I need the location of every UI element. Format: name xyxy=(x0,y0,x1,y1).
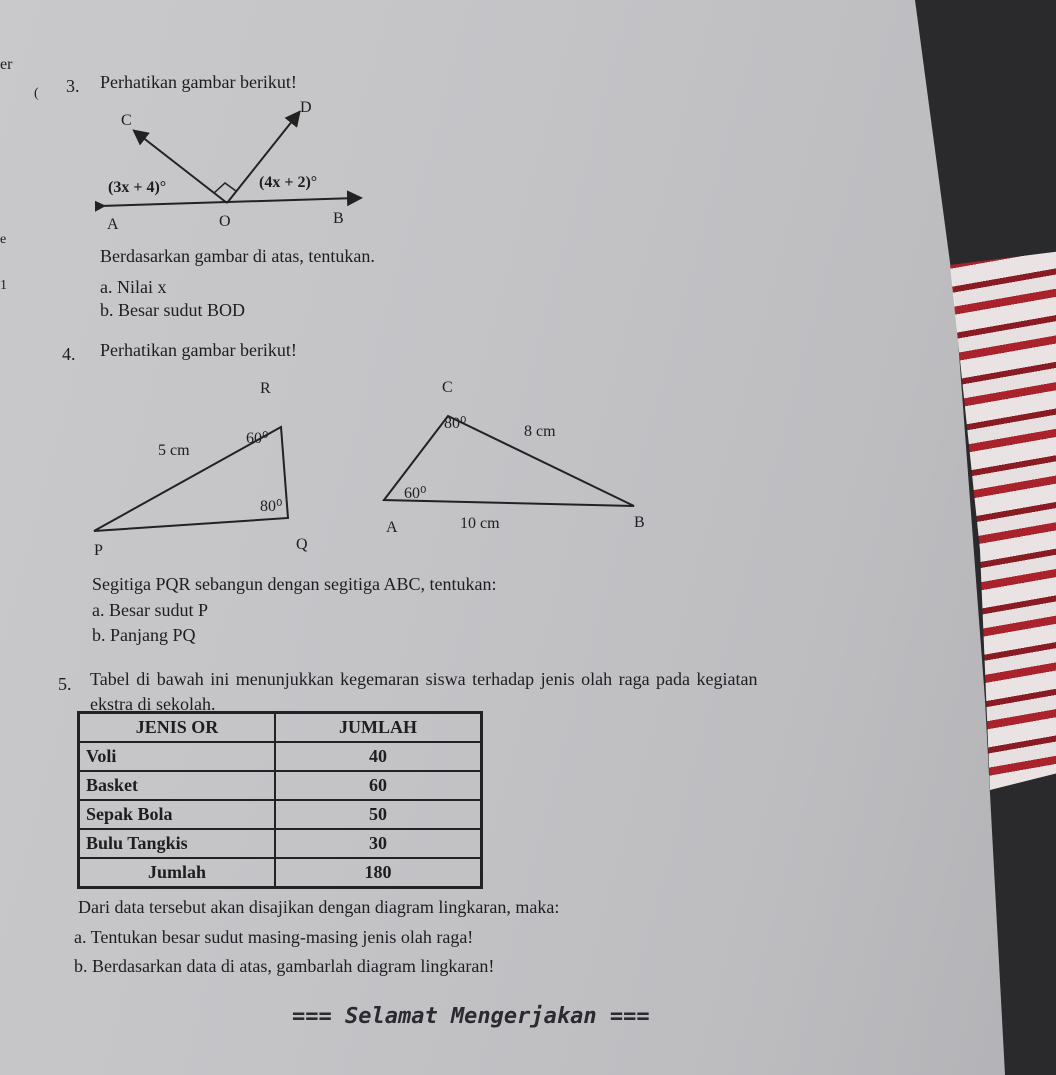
q3-item-b: b. Besar sudut BOD xyxy=(100,300,245,320)
margin-fragment: 1 xyxy=(0,278,7,293)
q4-item-a: a. Besar sudut P xyxy=(92,600,208,620)
header-jumlah: JUMLAH xyxy=(275,713,482,743)
q5-statement: Dari data tersebut akan disajikan dengan diagram lingkaran, maka: xyxy=(78,897,560,917)
q5-item-b: b. Berdasarkan data di atas, gambarlah diagram lingkaran! xyxy=(74,956,495,976)
q5-prompt-line1: Tabel di bawah ini menunjukkan kegemaran siswa terhadap jenis olah raga pada kegiatan xyxy=(90,669,758,689)
angle-q-label: 80⁰ xyxy=(260,498,283,515)
angle-c-label: 80⁰ xyxy=(444,415,467,432)
margin-fragment: e xyxy=(0,232,7,247)
total-label: Jumlah xyxy=(79,858,276,888)
cell-jumlah: 30 xyxy=(275,829,482,858)
label-b2: B xyxy=(634,514,645,531)
side-pr-label: 5 cm xyxy=(158,442,190,459)
q3-number: 3. xyxy=(66,76,80,96)
cell-jenis: Sepak Bola xyxy=(79,800,276,829)
label-b: B xyxy=(333,210,344,227)
margin-fragment: er xyxy=(0,56,13,73)
total-value: 180 xyxy=(275,858,482,888)
q4-number: 4. xyxy=(62,344,76,364)
label-p: P xyxy=(94,542,103,559)
q3-instruction: Berdasarkan gambar di atas, tentukan. xyxy=(100,246,375,266)
triangle-pqr xyxy=(90,375,320,560)
angle-a-label: 60⁰ xyxy=(404,485,427,502)
cell-jumlah: 50 xyxy=(275,800,482,829)
cell-jenis: Voli xyxy=(79,742,276,771)
q5-prompt-line2: ekstra di sekolah. xyxy=(90,694,216,714)
header-jenis: JENIS OR xyxy=(79,713,276,743)
cell-jenis: Basket xyxy=(79,771,276,800)
table-row xyxy=(79,800,482,829)
table-header-row xyxy=(79,713,482,743)
angle-bod-label: (4x + 2)° xyxy=(259,174,318,191)
triangle-abc xyxy=(380,372,660,537)
table-total-row xyxy=(79,858,482,888)
side-ab-label: 10 cm xyxy=(460,515,500,532)
side-cb-label: 8 cm xyxy=(524,423,556,440)
margin-fragment: ( xyxy=(34,86,39,101)
q3-prompt: Perhatikan gambar berikut! xyxy=(100,72,297,92)
cell-jumlah: 60 xyxy=(275,771,482,800)
q5-item-a: a. Tentukan besar sudut masing-masing jenis olah raga! xyxy=(74,927,474,947)
table-row xyxy=(79,742,482,771)
label-c2: C xyxy=(442,379,453,396)
q4-prompt: Perhatikan gambar berikut! xyxy=(100,340,297,360)
sports-table xyxy=(77,711,483,889)
closing-message: === Selamat Mengerjakan === xyxy=(292,1004,650,1029)
angle-aoc-label: (3x + 4)° xyxy=(108,179,167,196)
table-row xyxy=(79,829,482,858)
label-c: C xyxy=(121,112,132,129)
q4-item-b: b. Panjang PQ xyxy=(92,625,196,645)
label-o: O xyxy=(219,213,231,230)
cell-jenis: Bulu Tangkis xyxy=(79,829,276,858)
label-a: A xyxy=(107,216,119,233)
right-angle-mark xyxy=(214,183,236,193)
label-d: D xyxy=(300,99,312,116)
q3-item-a: a. Nilai x xyxy=(100,277,167,297)
q3-angle-diagram xyxy=(95,95,365,235)
cell-jumlah: 40 xyxy=(275,742,482,771)
q4-statement: Segitiga PQR sebangun dengan segitiga ABC, tentukan: xyxy=(92,574,497,594)
label-q: Q xyxy=(296,536,308,553)
angle-r-label: 60⁰ xyxy=(246,430,269,447)
table-row xyxy=(79,771,482,800)
q5-number: 5. xyxy=(58,674,72,694)
label-a2: A xyxy=(386,519,398,536)
label-r: R xyxy=(260,380,271,397)
